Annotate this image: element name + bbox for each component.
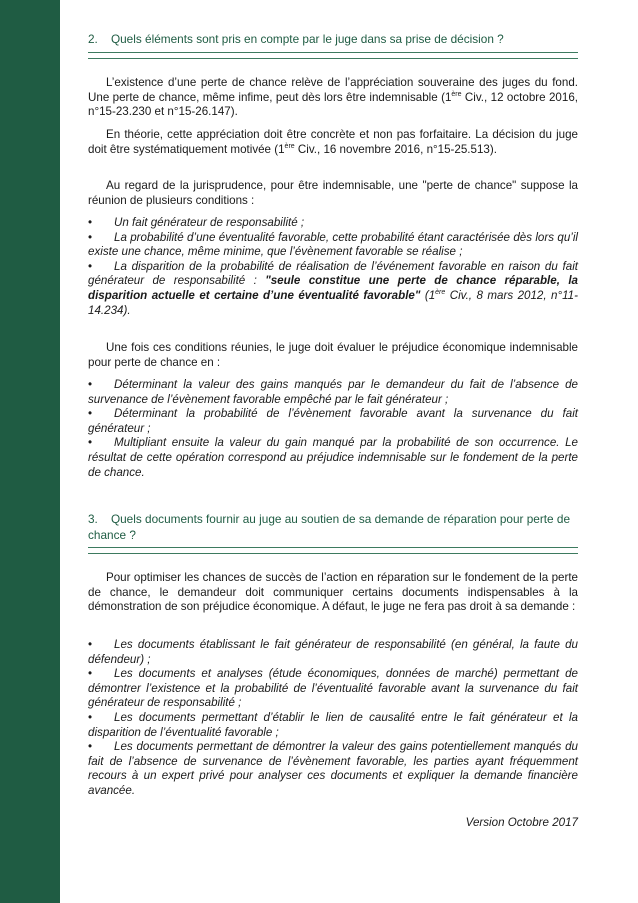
list-item: • Déterminant la probabilité de l’évènement favorable avant la survenance du fait générateur ;: [88, 407, 578, 435]
section-3-paragraph-1: Pour optimiser les chances de succès de l’action en réparation sur le fondement de la perte de chance, le demandeur doit communiquer certains documents indispensables à la démonstration de son préjudice économique. A défaut, le juge ne fera pas droit à sa demande :: [88, 571, 578, 614]
list-item: • Multipliant ensuite la valeur du gain manqué par la probabilité de son occurrence. Le résultat de cette opération correspond au préjudice indemnisable sur le fondement de la perte de chance.: [88, 436, 578, 479]
section-3-heading: 3. Quels documents fournir au juge au soutien de sa demande de réparation pour perte de chance ?: [88, 512, 571, 542]
list-item: • Les documents et analyses (étude économiques, données de marché) permettant de démontrer l’existence et la probabilité de l’éventualité favorable avant la survenance du fait générateur de responsabilité ;: [88, 667, 578, 710]
section-2-paragraph-3: Au regard de la jurisprudence, pour être indemnisable, une "perte de chance" suppose la réunion de plusieurs conditions :: [88, 179, 578, 207]
documents-list: [88, 638, 578, 799]
section-2-heading: 2. Quels éléments sont pris en compte par le juge dans sa prise de décision ?: [88, 32, 504, 46]
list-item: • Les documents permettant de démontrer la valeur des gains potentiellement manqués du fait de l’absence de survenance de l’évènement favorable, les parties ayant fréquemment recours à un expert privé pour analyser ces documents et expliquer la demande financière avancée.: [88, 740, 578, 797]
evaluation-steps-list: [88, 378, 578, 480]
list-item: • Déterminant la valeur des gains manqués par le demandeur du fait de l’absence de survenance de l’évènement favorable empêché par le fait générateur ;: [88, 378, 578, 406]
list-item: • La probabilité d’une éventualité favorable, cette probabilité étant caractérisée dès lors qu’il existe une chance, même minime, que l’évènement favorable se réalise ;: [88, 230, 578, 259]
section-2-paragraph-4: Une fois ces conditions réunies, le juge doit évaluer le préjudice économique indemnisable pour perte de chance en :: [88, 341, 578, 369]
list-item: • Les documents permettant d’établir le lien de causalité entre le fait générateur et la disparition de l’éventualité favorable ;: [88, 710, 578, 739]
list-item: • Un fait générateur de responsabilité ;: [88, 216, 305, 229]
section-3-divider: [88, 547, 578, 554]
section-2-paragraph-2: En théorie, cette appréciation doit être concrète et non pas forfaitaire. La décision du juge doit être systématiquement motivée (1ère Civ., 16 novembre 2016, n°15-25.513).: [88, 128, 578, 156]
section-2-paragraph-1: L’existence d’une perte de chance relève de l’appréciation souveraine des juges du fond. Une perte de chance, même infime, peut dès lors être indemnisable (1ère Civ., 12 octobre 2016, n°15-23.230 et n°15-26.147).: [88, 76, 579, 119]
list-item: • La disparition de la probabilité de réalisation de l’événement favorable en raison du fait générateur de responsabilité : "seule constitue une perte de chance réparable, la disparition actuelle et certaine d’une éventualité favorable" (1ère Civ., 8 mars 2012, n°11-14.234).: [88, 259, 578, 317]
version-footer: Version Octobre 2017: [465, 816, 578, 829]
section-2-divider: [88, 52, 578, 59]
page-sidebar-band: [0, 0, 60, 903]
list-item: • Les documents établissant le fait générateur de responsabilité (en général, la faute du défendeur) ;: [88, 638, 578, 666]
conditions-list: [88, 216, 578, 318]
